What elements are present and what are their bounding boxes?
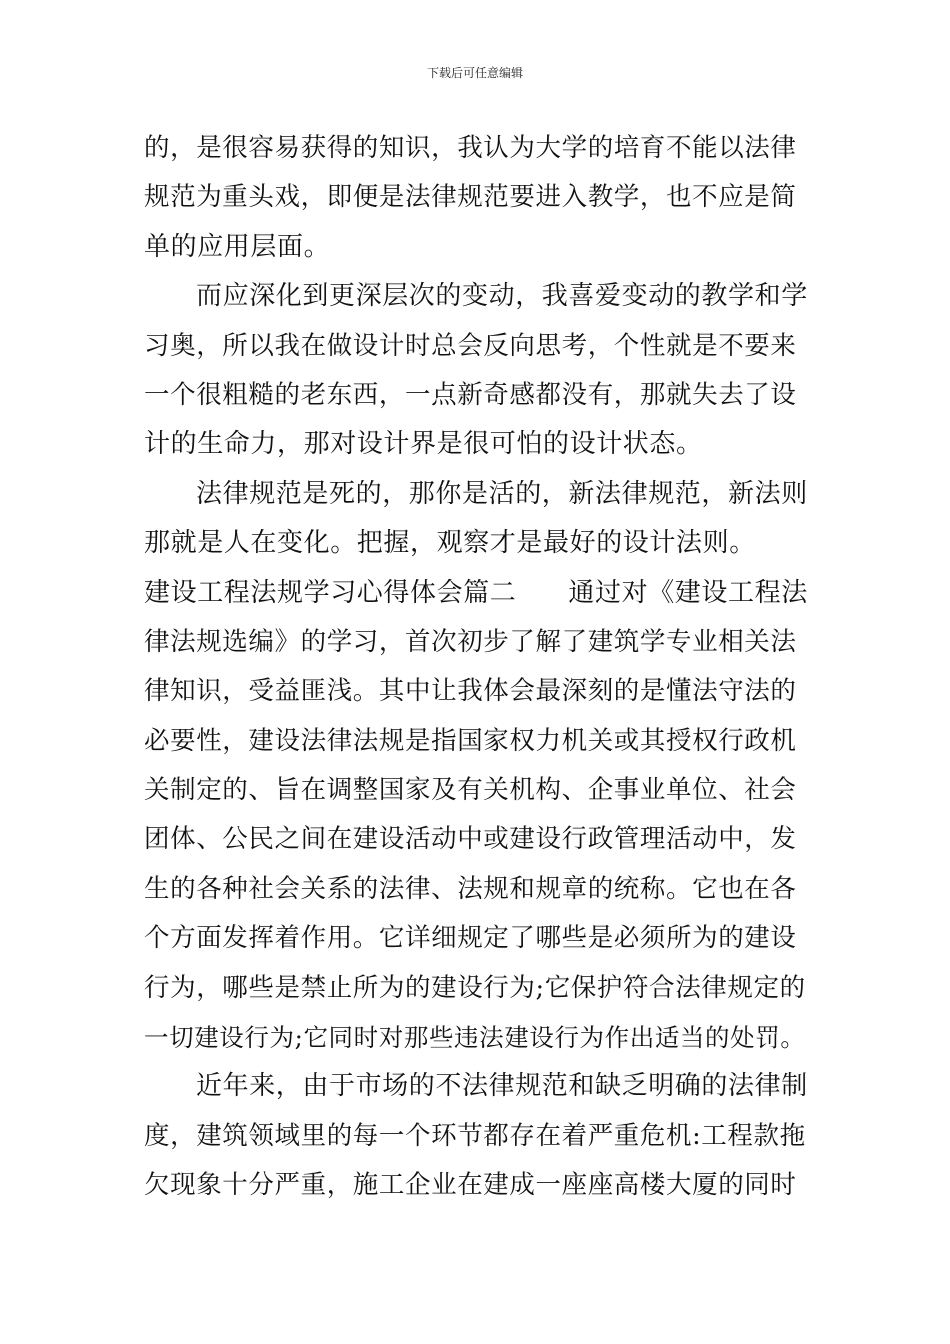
document-body [144, 124, 808, 1211]
paragraph-5 [144, 1062, 808, 1210]
text-span: 通过对《建设工程法 [568, 577, 808, 608]
text-line: 的，是很容易获得的知识，我认为大学的培育不能以法律 [144, 133, 797, 163]
text-line: 必要性，建设法律法规是指国家权力机关或其授权行政机 [144, 725, 797, 756]
text-line: 一个很粗糙的老东西，一点新奇感都没有，那就失去了设 [144, 379, 797, 410]
text-line: 个方面发挥着作用。它详细规定了哪些是必须所为的建设 [144, 923, 797, 954]
section-title-line [144, 569, 808, 618]
text-line: 近年来，由于市场的不法律规范和缺乏明确的法律制 [196, 1071, 808, 1102]
text-line: 习奥，所以我在做设计时总会反向思考，个性就是不要来 [144, 330, 797, 361]
paragraph-3 [144, 470, 808, 569]
text-line: 律知识，受益匪浅。其中让我体会最深刻的是懂法守法的 [144, 676, 797, 707]
text-line: 规范为重头戏，即便是法律规范要进入教学，也不应是简 [144, 182, 797, 213]
text-line: 而应深化到更深层次的变动，我喜爱变动的教学和学 [196, 281, 808, 312]
text-line: 单的应用层面。 [144, 231, 331, 262]
text-line: 律法规选编》的学习，首次初步了解了建筑学专业相关法 [144, 626, 797, 657]
section-title: 建设工程法规学习心得体会篇二 [144, 577, 517, 608]
paragraph-1 [144, 124, 808, 272]
page-header: 下载后可任意编辑 [426, 66, 523, 80]
text-line: 欠现象十分严重，施工企业在建成一座座高楼大厦的同时 [144, 1170, 797, 1201]
text-line: 计的生命力，那对设计界是很可怕的设计状态。 [144, 429, 703, 460]
text-line: 行为，哪些是禁止所为的建设行为;它保护符合法律规定的 [144, 972, 806, 1003]
text-line: 法律规范是死的，那你是活的，新法律规范，新法则 [196, 478, 808, 509]
paragraph-4 [144, 569, 808, 1063]
text-line: 度，建筑领域里的每一个环节都存在着严重危机:工程款拖 [144, 1120, 806, 1151]
text-line: 那就是人在变化。把握，观察才是最好的设计法则。 [144, 528, 756, 559]
text-line: 团体、公民之间在建设活动中或建设行政管理活动中，发 [144, 824, 797, 855]
text-line: 生的各种社会关系的法律、法规和规章的统称。它也在各 [144, 873, 797, 904]
text-line: 关制定的、旨在调整国家及有关机构、企事业单位、社会 [144, 775, 797, 806]
text-line: 一切建设行为;它同时对那些违法建设行为作出适当的处罚。 [144, 1023, 806, 1053]
paragraph-2 [144, 272, 808, 470]
